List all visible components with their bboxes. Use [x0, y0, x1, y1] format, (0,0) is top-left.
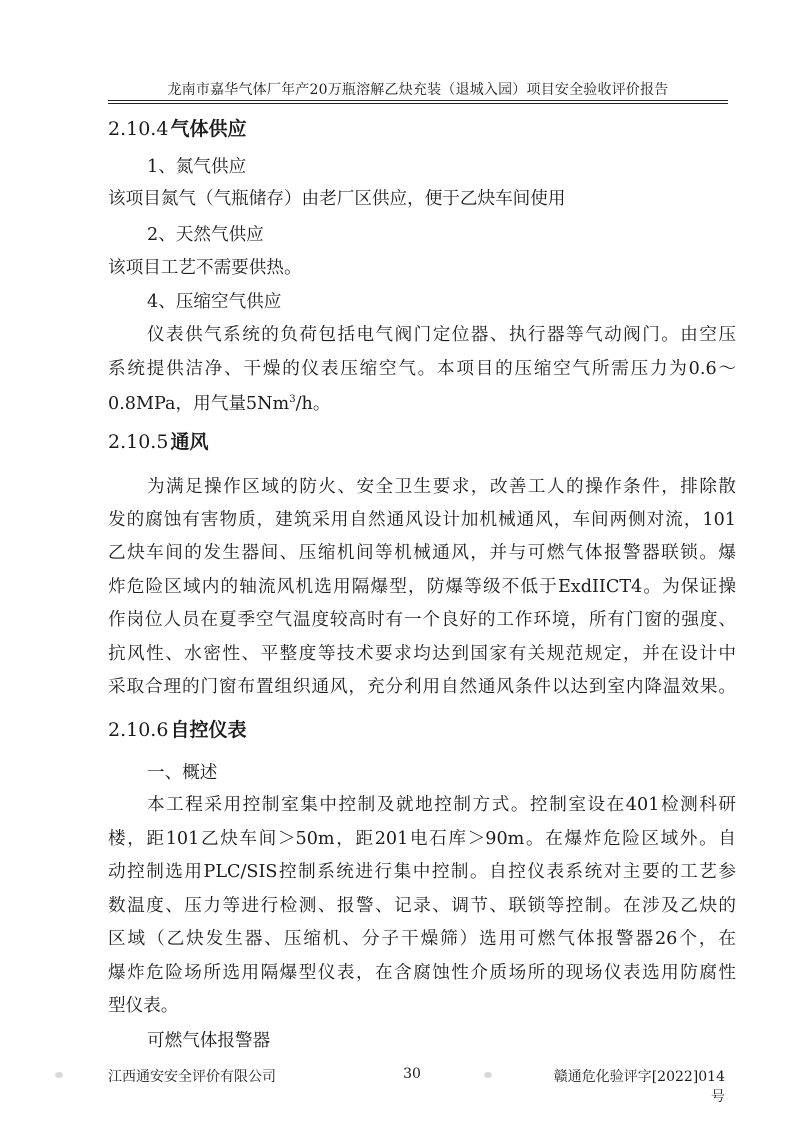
paragraph-line: 炸危险区域内的轴流风机选用隔爆型，防爆等级不低于ExdIICT4。为保证操 — [108, 577, 736, 597]
paragraph-line: 本工程采用控制室集中控制及就地控制方式。控制室设在401检测科研 — [147, 795, 736, 815]
paragraph-line: 动控制选用PLC/SIS控制系统进行集中控制。自控仪表系统对主要的工艺参 — [108, 862, 736, 882]
paragraph-line: 型仪表。 — [108, 996, 179, 1016]
paragraph-line: 一、概述 — [147, 763, 218, 783]
paragraph-line: 2、天然气供应 — [147, 225, 264, 245]
section-title: 通风 — [170, 431, 209, 453]
superscript: 3 — [289, 394, 296, 406]
section-number: 2.10.4 — [108, 118, 169, 140]
unit-text: /h。 — [295, 394, 331, 414]
section-title: 自控仪表 — [170, 719, 247, 741]
paragraph-line: 采取合理的门窗布置组织通风，充分利用自然通风条件以达到室内降温效果。 — [108, 677, 736, 697]
paragraph-line: 乙炔车间的发生器间、压缩机间等机械通风，并与可燃气体报警器联锁。爆 — [108, 543, 736, 563]
section-number: 2.10.6 — [108, 719, 169, 741]
paragraph-line: 可燃气体报警器 — [147, 1031, 271, 1051]
header-rule-double — [108, 103, 728, 104]
paragraph-line: 4、压缩空气供应 — [147, 292, 282, 312]
scan-speck — [484, 1072, 492, 1078]
paragraph-line: 该项目工艺不需要供热。 — [108, 258, 302, 278]
paragraph-line — [108, 391, 330, 417]
pressure-text: 0.8MPa，用气量5Nm — [108, 394, 290, 414]
paragraph-line: 仪表供气系统的负荷包括电气阀门定位器、执行器等气动阀门。由空压 — [147, 325, 736, 345]
footer-page-number: 30 — [403, 1066, 421, 1082]
footer-company: 江西通安安全评价有限公司 — [108, 1069, 276, 1085]
paragraph-line: 楼，距101乙炔车间＞50m，距201电石库＞90m。在爆炸危险区域外。自 — [108, 829, 736, 849]
scan-speck — [55, 1072, 63, 1078]
paragraph-line: 1、氮气供应 — [147, 157, 247, 177]
paragraph-line: 爆炸危险场所选用隔爆型仪表，在含腐蚀性介质场所的现场仪表选用防腐性 — [108, 963, 736, 983]
section-title: 气体供应 — [170, 118, 247, 140]
section-number: 2.10.5 — [108, 431, 169, 453]
section-heading-gas-supply — [108, 117, 246, 141]
paragraph-line: 抗风性、水密性、平整度等技术要求均达到国家有关规范规定，并在设计中 — [108, 644, 736, 664]
section-heading-ventilation — [108, 430, 208, 454]
header-rule — [108, 100, 728, 101]
paragraph-line: 作岗位人员在夏季空气温度较高时有一个良好的工作环境，所有门窗的强度、 — [108, 610, 736, 630]
paragraph-line: 系统提供洁净、干燥的仪表压缩空气。本项目的压缩空气所需压力为0.6～ — [108, 359, 736, 379]
paragraph-line: 为满足操作区域的防火、安全卫生要求，改善工人的操作条件，排除散 — [147, 477, 736, 497]
section-heading-instrumentation — [108, 718, 246, 742]
paragraph-line: 区域（乙炔发生器、压缩机、分子干燥筛）选用可燃气体报警器26个，在 — [108, 929, 736, 949]
footer-document-number: 赣通危化验评字[2022]014号 — [553, 1069, 725, 1105]
paragraph-line: 该项目氮气（气瓶储存）由老厂区供应，便于乙炔车间使用 — [108, 189, 566, 209]
paragraph-line: 发的腐蚀有害物质，建筑采用自然通风设计加机械通风，车间两侧对流，101 — [108, 510, 736, 530]
page-header: 龙南市嘉华气体厂年产20万瓶溶解乙炔充装（退城入园）项目安全验收评价报告 — [167, 82, 669, 98]
paragraph-line: 数温度、压力等进行检测、报警、记录、调节、联锁等控制。在涉及乙炔的 — [108, 896, 736, 916]
